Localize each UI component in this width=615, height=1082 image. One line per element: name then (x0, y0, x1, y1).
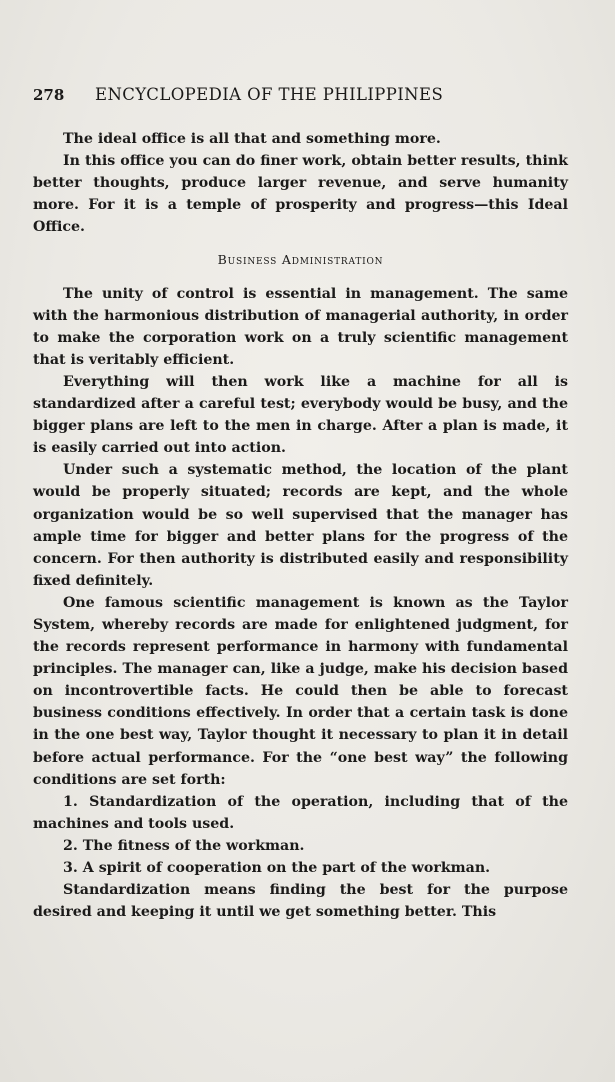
paragraph: The unity of control is essential in management. The same with the harmonious distribution of managerial authority, in order to make the corporation work on a truly scientific management that is veritably efficient. (33, 285, 568, 368)
paragraph: Everything will then work like a machine for all is standardized after a careful test; everybody would be busy, and the bigger plans are left to the men in charge. After a plan is made, it is easily carried out into action. (33, 373, 568, 457)
condition-item: 3. A spirit of cooperation on the part of the workman. (63, 860, 491, 876)
page-content (33, 84, 568, 923)
paragraph: Standardization means finding the best for the purpose desired and keeping it until we get something better. This (33, 882, 568, 921)
paragraph: One famous scientific management is known as the Taylor System, whereby records are made for enlightened judgment, for the records represent performance in harmony with fundamental principles. The manager can, like a judge, make his decision based on incontrovertible facts. He could then be able to forecast business conditions effectively. In order that a certain task is done in the one best way, Taylor thought it necessary to plan it in detail before actual performance. For the “one best way” the following conditions are set forth: (33, 594, 568, 788)
running-title: ENCYCLOPEDIA OF THE PHILIPPINES (95, 85, 444, 104)
paragraph: The ideal office is all that and something more. (63, 131, 441, 147)
section-heading: Business Administration (217, 252, 384, 268)
condition-item: 1. Standardization of the operation, including that of the machines and tools used. (33, 793, 568, 832)
paragraph: In this office you can do finer work, obtain better results, think better thoughts, produce larger revenue, and serve humanity more. For it is a temple of prosperity and progress—this Ideal Office. (33, 153, 568, 236)
page-number: 278 (33, 86, 65, 104)
paragraph: Under such a systematic method, the location of the plant would be properly situated; records are kept, and the whole organization would be so well supervised that the manager has ample time for bigger and better plans for the progress of the concern. For then authority is distributed easily and responsibility fixed definitely. (33, 462, 568, 589)
page-header (33, 84, 568, 110)
condition-item: 2. The fitness of the workman. (63, 837, 305, 854)
